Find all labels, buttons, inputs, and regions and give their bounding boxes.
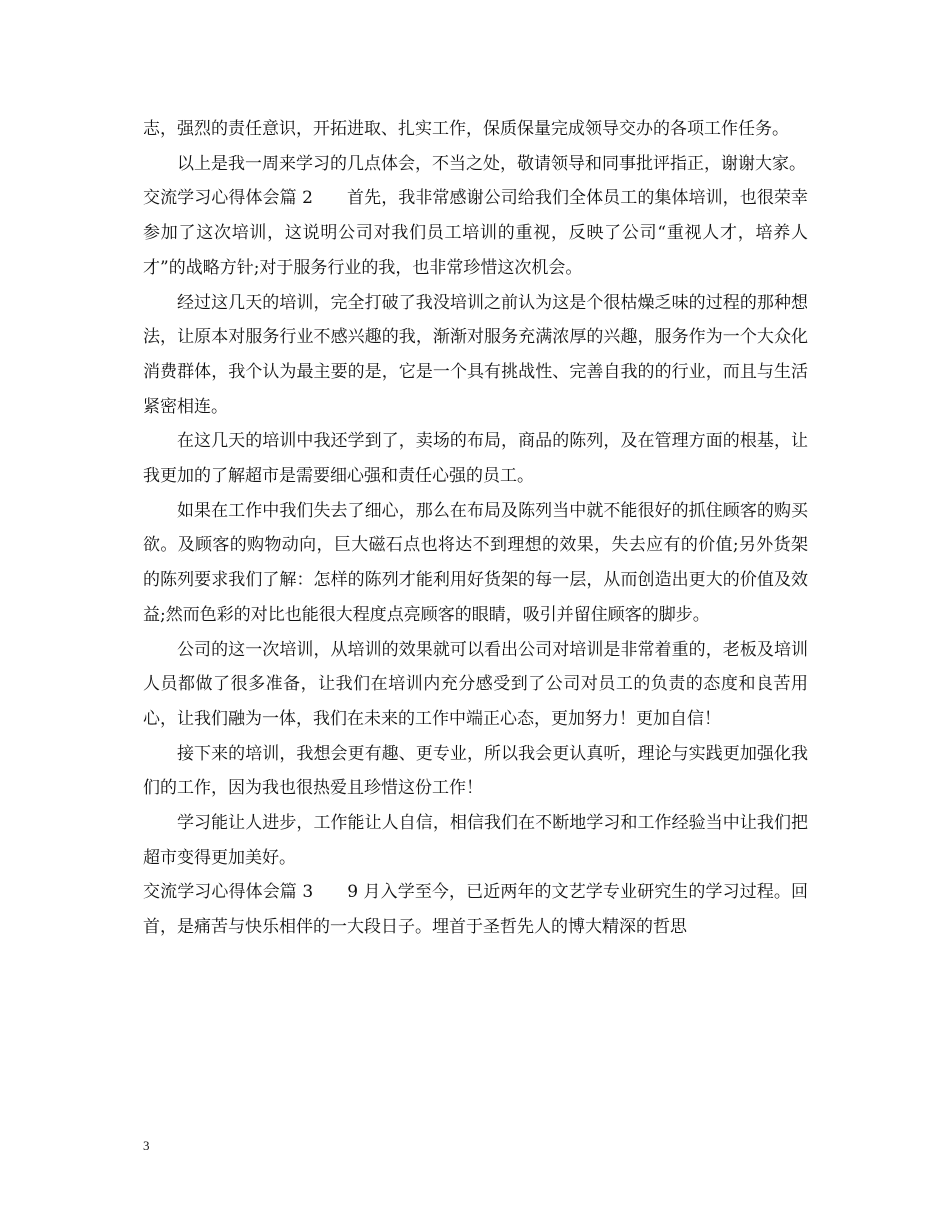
section-paragraph-2 <box>143 181 808 285</box>
paragraph: 学习能让人进步，工作能让人自信，相信我们在不断地学习和工作经验当中让我们把超市变得更加美好。 <box>143 813 808 868</box>
paragraph: 公司的这一次培训，从培训的效果就可以看出公司对培训是非常着重的，老板及培训人员都做了很多准备，让我们在培训内充分感受到了公司对员工的负责的态度和良苦用心，让我们融为一体，我们在未来的工作中端正心态，更加努力！更加自信！ <box>143 639 808 729</box>
paragraph: 在这几天的培训中我还学到了，卖场的布局，商品的陈列，及在管理方面的根基，让我更加的了解超市是需要细心强和责任心强的员工。 <box>143 431 808 487</box>
section-paragraph-3 <box>143 875 808 944</box>
paragraph-continuation: 志，强烈的责任意识，开拓进取、扎实工作，保质保量完成领导交办的各项工作任务。 <box>143 119 789 139</box>
paragraph: 如果在工作中我们失去了细心，那么在布局及陈列当中就不能很好的抓住顾客的购买欲。及顾客的购物动向，巨大磁石点也将达不到理想的效果，失去应有的价值;另外货架的陈列要求我们了解：怎样的陈列才能利用好货架的每一层，从而创造出更大的价值及效益;然而色彩的对比也能很大程度点亮顾客的眼睛，吸引并留住顾客的脚步。 <box>143 500 808 625</box>
document-body <box>143 112 808 945</box>
paragraph: 经过这几天的培训，完全打破了我没培训之前认为这是个很枯燥乏味的过程的那种想法，让原本对服务行业不感兴趣的我，渐渐对服务充满浓厚的兴趣，服务作为一个大众化消费群体，我个认为最主要的是，它是一个具有挑战性、完善自我的的行业，而且与生活紧密相连。 <box>143 292 808 417</box>
paragraph-closing: 以上是我一周来学习的几点体会，不当之处，敬请领导和同事批评指正，谢谢大家。 <box>177 153 806 174</box>
section-body-3: 9 月入学至今，已近两年的文艺学专业研究生的学习过程。回首，是痛苦与快乐相伴的一大段日子。埋首于圣哲先人的博大精深的哲思 <box>143 882 808 938</box>
paragraph: 接下来的培训，我想会更有趣、更专业，所以我会更认真听，理论与实践更加强化我们的工作，因为我也很热爱且珍惜这份工作！ <box>143 743 808 799</box>
section-heading-2: 交流学习心得体会篇 2 <box>143 188 313 209</box>
page-number: 3 <box>143 1138 150 1153</box>
section-body-2: 首先，我非常感谢公司给我们全体员工的集体培训，也很荣幸参加了这次培训，这说明公司对我们员工培训的重视，反映了公司“重视人才，培养人才”的战略方针;对于服务行业的我，也非常珍惜这次机会。 <box>143 188 808 278</box>
section-heading-3: 交流学习心得体会篇 3 <box>143 882 314 903</box>
